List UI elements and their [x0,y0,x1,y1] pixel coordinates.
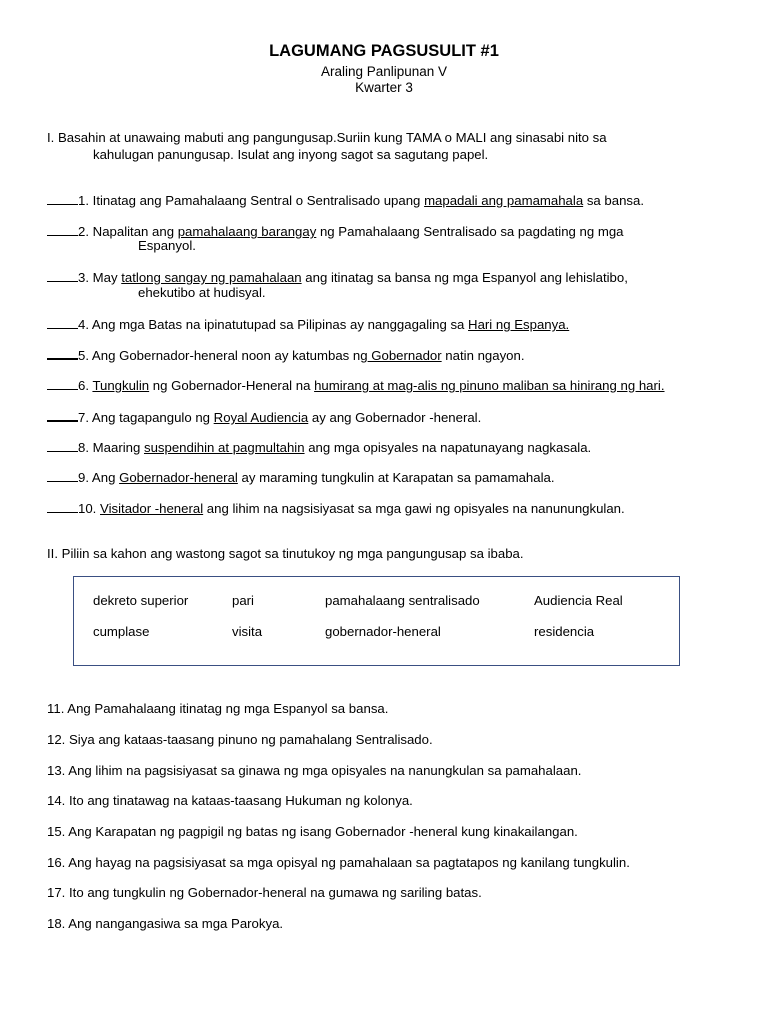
item-text: Ang mga Batas na ipinatutupad sa Pilipinas ay nanggagaling sa [89,317,469,332]
choice-option: pamahalaang sentralisado [325,593,480,608]
underlined-phrase: mapadali ang pamamahala [424,193,584,208]
underlined-phrase: Royal Audiencia [213,410,309,425]
item-text: ang lihim na nagsisiyasat sa mga gawi ng opisyales na nanunungkulan. [203,501,625,516]
underlined-phrase: suspendihin at pagmultahin [143,440,305,455]
part1-instruction-line2: kahulugan panungusap. Isulat ang inyong sagot sa sagutang papel. [93,147,489,162]
subject-subtitle: Araling Panlipunan V [320,64,448,79]
question-item-18: 18. Ang nangangasiwa sa mga Parokya. [47,916,284,931]
answer-blank[interactable] [47,346,78,360]
item-text: ng Pamahalaang Sentralisado sa pagdating ng mga [316,224,624,239]
question-item-12: 12. Siya ang kataas-taasang pinuno ng pamahalang Sentralisado. [47,732,433,747]
choice-option: cumplase [93,624,150,639]
choice-option: dekreto superior [93,593,189,608]
answer-blank[interactable] [47,316,78,329]
tf-item-7 [47,408,481,425]
underlined-phrase: tatlong sangay ng pamahalaan [121,270,302,285]
item-number: 3. [78,270,89,285]
item-number: 2. [78,224,89,239]
underlined-phrase: Hari ng Espanya. [468,317,570,332]
item-text: natin ngayon. [441,348,525,363]
part2-instruction: II. Piliin sa kahon ang wastong sagot sa tinutukoy ng mga pangungusap sa ibaba. [47,546,524,561]
choice-option: residencia [534,624,595,639]
answer-blank[interactable] [47,500,78,513]
item-text: ay ang Gobernador -heneral. [308,410,482,425]
underlined-phrase: Visitador -heneral [100,501,204,516]
question-item-13: 13. Ang lihim na pagsisiyasat sa ginawa ng mga opisyales na nanungkulan sa pamahalaan. [47,763,582,778]
question-item-16: 16. Ang hayag na pagsisiyasat sa mga opisyal ng pamahalaan sa pagtatapos ng kanilang tungkulin. [47,855,630,870]
choice-option: Audiencia Real [534,593,623,608]
underlined-phrase: Tungkulin [92,378,150,393]
item-number: 6. [78,378,89,393]
question-item-14: 14. Ito ang tinatawag na kataas-taasang Hukuman ng kolonya. [47,793,413,808]
choice-option: visita [232,624,263,639]
item-text: Itinatag ang Pamahalaang Sentral o Sentralisado upang [89,193,425,208]
item-text: ay maraming tungkulin at Karapatan sa pamamahala. [237,470,555,485]
tf-item-9 [47,469,555,485]
item-text: Ang [89,470,120,485]
tf-item-2-continuation: Espanyol. [138,238,196,253]
answer-blank[interactable] [47,439,78,452]
answer-blank[interactable] [47,377,78,390]
item-text: Napalitan ang [89,224,178,239]
answer-blank[interactable] [47,408,78,422]
tf-item-8 [47,439,591,455]
underlined-phrase: humirang at mag-alis ng pinuno maliban sa hinirang ng hari. [314,378,665,393]
item-number: 9. [78,470,89,485]
answer-blank[interactable] [47,192,78,205]
item-text: May [89,270,122,285]
item-text: ang itinatag sa bansa ng mga Espanyol ang lehislatibo, [301,270,628,285]
tf-item-3 [47,269,628,285]
question-item-11: 11. Ang Pamahalaang itinatag ng mga Espanyol sa bansa. [47,701,389,716]
item-number: 1. [78,193,89,208]
choice-option: gobernador-heneral [325,624,441,639]
item-number: 7. [78,410,89,425]
tf-item-3-continuation: ehekutibo at hudisyal. [138,285,266,300]
tf-item-4 [47,316,569,332]
tf-item-10 [47,500,625,516]
question-item-17: 17. Ito ang tungkulin ng Gobernador-heneral na gumawa ng sariling batas. [47,885,482,900]
item-text: ng Gobernador-Heneral na [149,378,315,393]
item-number: 4. [78,317,89,332]
underlined-phrase: Gobernador-heneral [119,470,238,485]
item-number: 10. [78,501,97,516]
choices-box [73,576,680,666]
item-number: 8. [78,440,89,455]
tf-item-6 [47,377,665,393]
underlined-phrase: Gobernador [367,348,442,363]
answer-blank[interactable] [47,269,78,282]
page-title: LAGUMANG PAGSUSULIT #1 [269,42,499,60]
quarter-subtitle: Kwarter 3 [355,80,413,95]
tf-item-2 [47,223,624,239]
part1-instruction-line1: I. Basahin at unawaing mabuti ang pangungusap.Suriin kung TAMA o MALI ang sinasabi nito sa [47,130,607,145]
item-text: Ang tagapangulo ng [89,410,214,425]
item-text: ang mga opisyales na napatunayang nagkasala. [304,440,592,455]
question-item-15: 15. Ang Karapatan ng pagpigil ng batas ng isang Gobernador -heneral kung kinakailangan. [47,824,578,839]
answer-blank[interactable] [47,223,78,236]
item-text: sa bansa. [583,193,645,208]
item-text: Ang Gobernador-heneral noon ay katumbas ng [89,348,368,363]
answer-blank[interactable] [47,469,78,482]
tf-item-5 [47,346,525,363]
underlined-phrase: pamahalaang barangay [177,224,317,239]
tf-item-1 [47,192,644,208]
choice-option: pari [232,593,254,608]
item-text: Maaring [89,440,144,455]
item-number: 5. [78,348,89,363]
